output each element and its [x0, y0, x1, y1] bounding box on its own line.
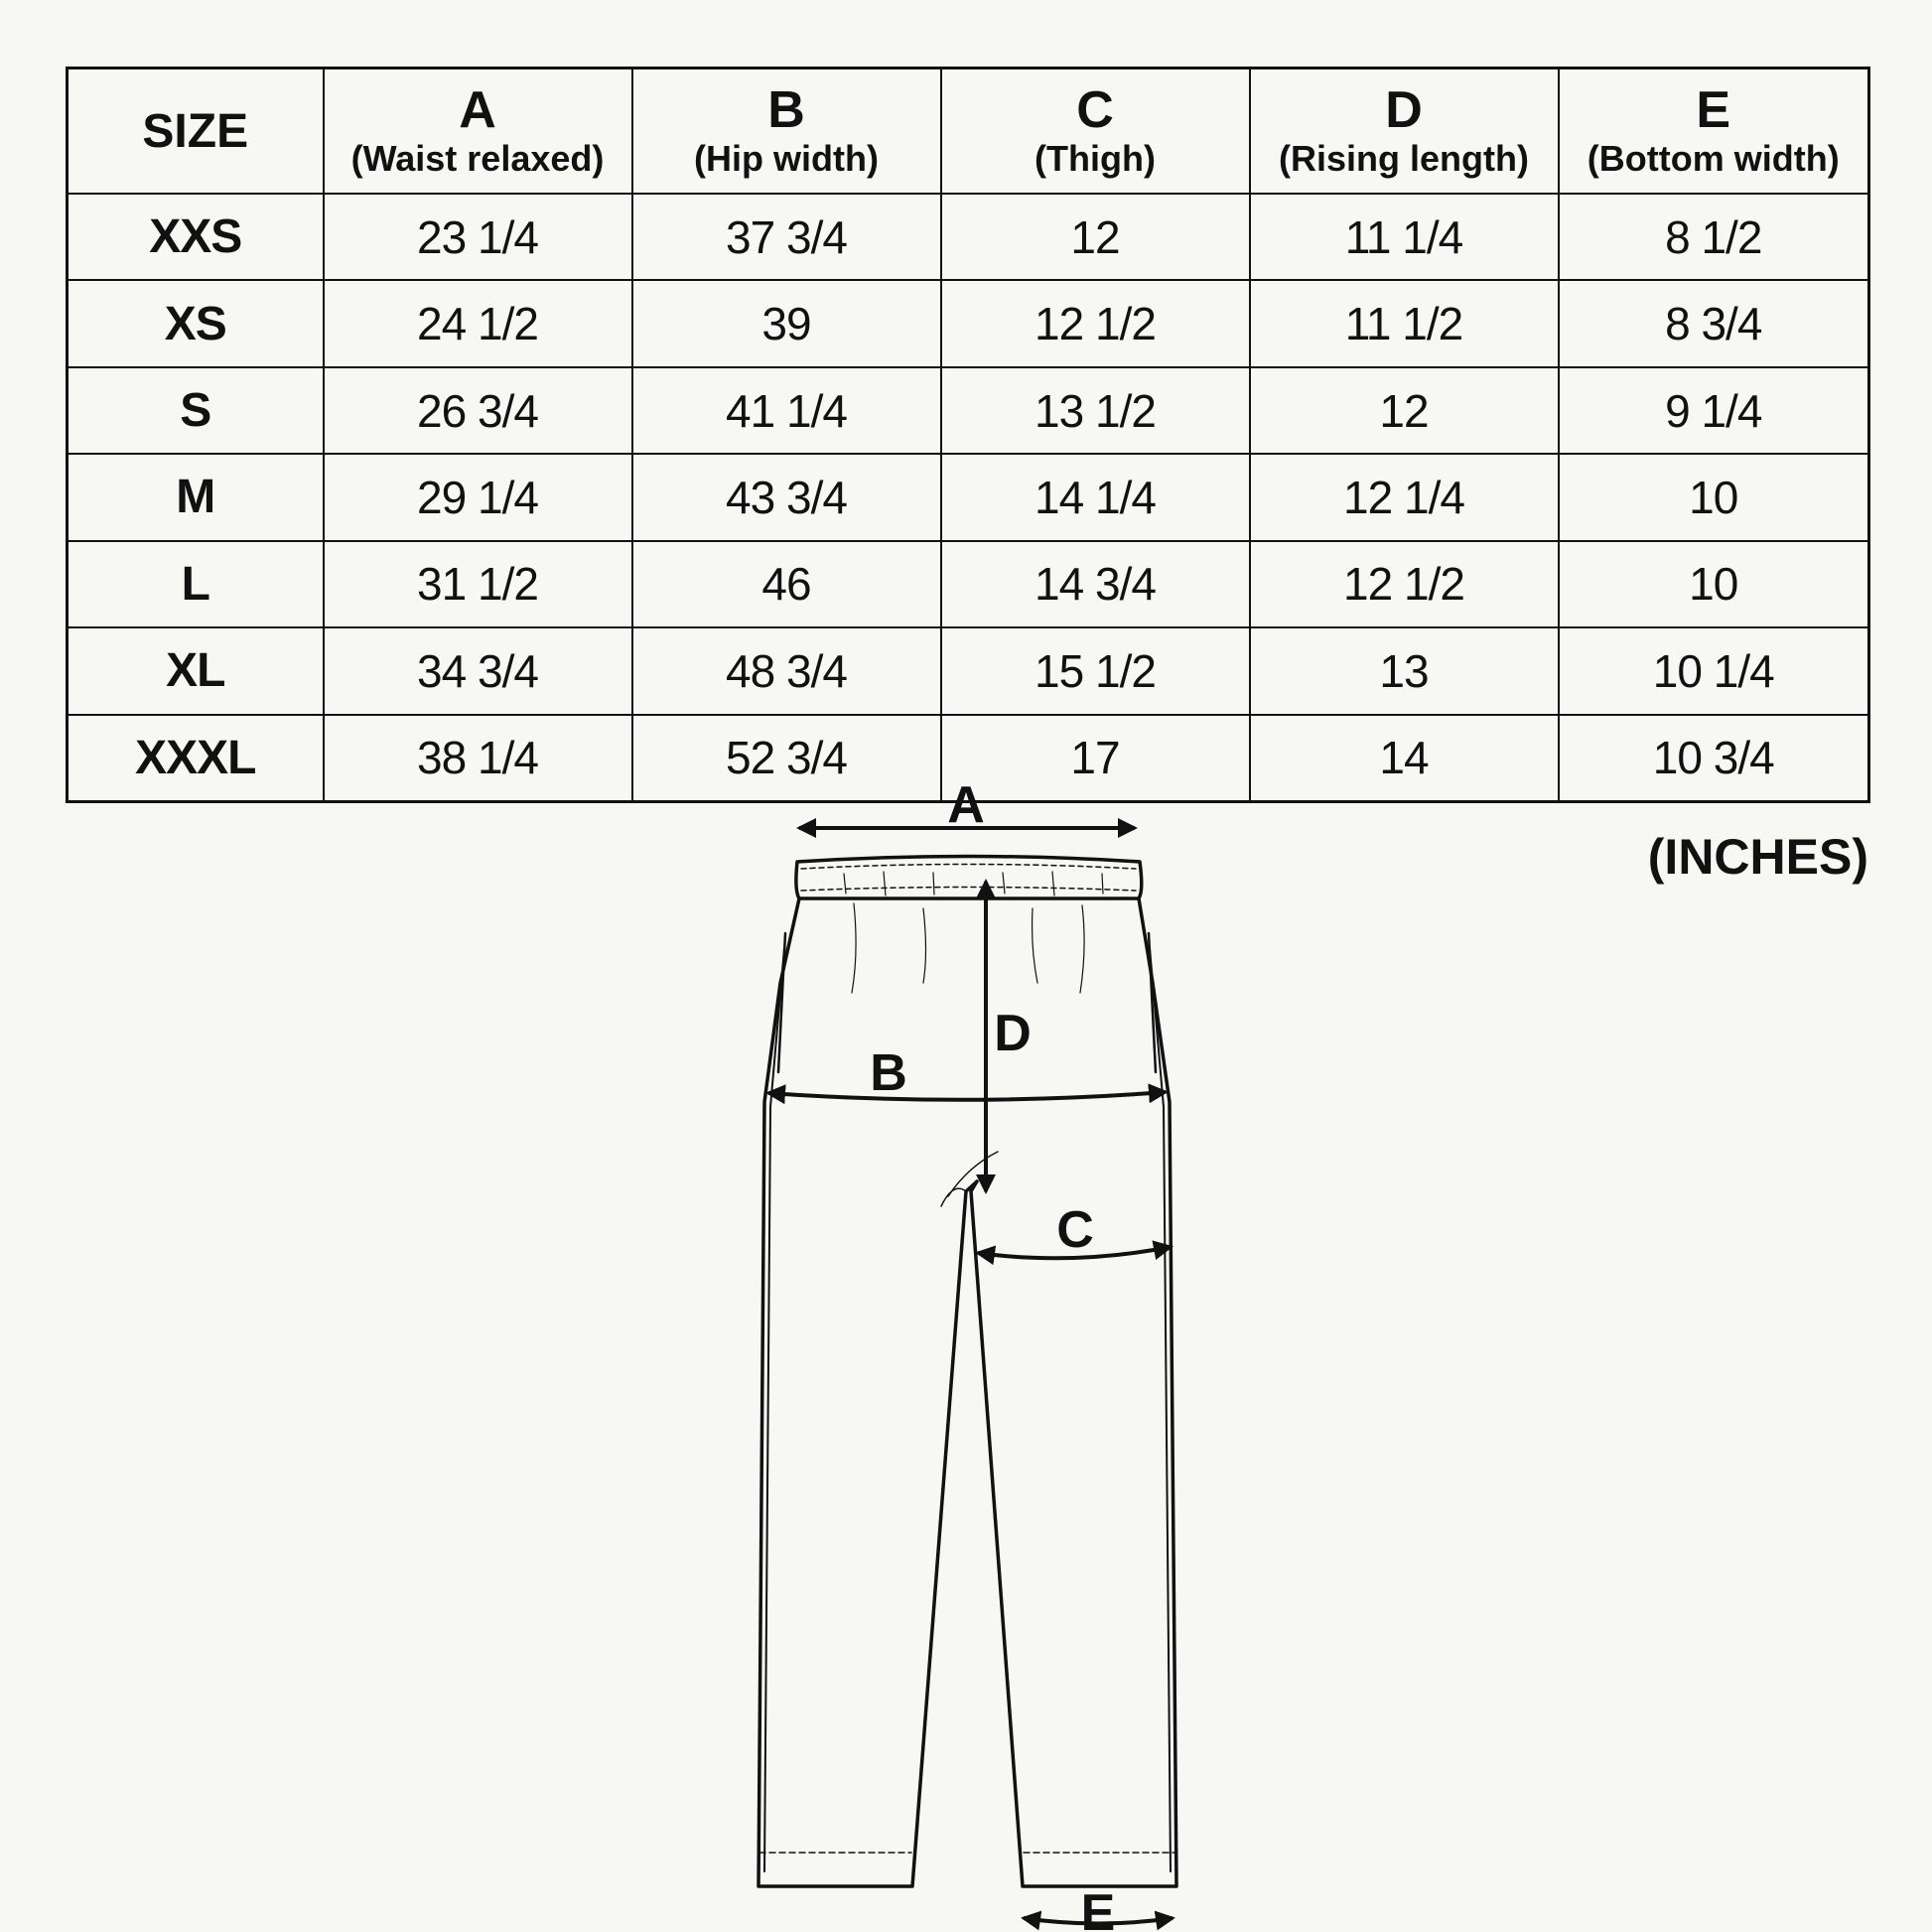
value-cell: 10 3/4: [1559, 715, 1869, 802]
value-cell: 14: [1250, 715, 1559, 802]
value-cell: 43 3/4: [632, 454, 941, 540]
size-cell: XXS: [68, 194, 324, 280]
value-cell: 37 3/4: [632, 194, 941, 280]
value-cell: 46: [632, 541, 941, 627]
value-cell: 12: [1250, 367, 1559, 454]
header-letter: E: [1696, 81, 1731, 139]
header-letter: A: [459, 81, 496, 139]
value-cell: 8 3/4: [1559, 280, 1869, 366]
value-cell: 24 1/2: [324, 280, 632, 366]
label-b: B: [870, 1044, 907, 1102]
value-cell: 15 1/2: [941, 627, 1250, 714]
value-cell: 10 1/4: [1559, 627, 1869, 714]
header-size: SIZE: [68, 69, 324, 195]
label-c: C: [1056, 1201, 1094, 1259]
value-cell: 13: [1250, 627, 1559, 714]
value-cell: 12 1/2: [1250, 541, 1559, 627]
size-cell: XXXL: [68, 715, 324, 802]
measurement-arrows: [768, 828, 1173, 1924]
value-cell: 14 3/4: [941, 541, 1250, 627]
label-e: E: [1080, 1884, 1116, 1932]
header-desc: (Bottom width): [1587, 138, 1840, 179]
value-cell: 8 1/2: [1559, 194, 1869, 280]
header-desc: (Thigh): [1035, 138, 1156, 179]
label-a: A: [947, 776, 985, 834]
measurement-labels: [870, 776, 1115, 1932]
value-cell: 52 3/4: [632, 715, 941, 802]
value-cell: 14 1/4: [941, 454, 1250, 540]
value-cell: 34 3/4: [324, 627, 632, 714]
size-cell: S: [68, 367, 324, 454]
header-desc: (Rising length): [1279, 138, 1529, 179]
value-cell: 23 1/4: [324, 194, 632, 280]
size-cell: XS: [68, 280, 324, 366]
value-cell: 41 1/4: [632, 367, 941, 454]
header-letter: C: [1076, 81, 1114, 139]
size-cell: L: [68, 541, 324, 627]
header-desc: (Waist relaxed): [350, 138, 605, 179]
arrow-b: [768, 1092, 1166, 1100]
units-label: (INCHES): [1647, 829, 1868, 885]
value-cell: 38 1/4: [324, 715, 632, 802]
label-d: D: [994, 1005, 1032, 1062]
header-letter: D: [1385, 81, 1423, 139]
value-cell: 29 1/4: [324, 454, 632, 540]
value-cell: 10: [1559, 541, 1869, 627]
size-cell: M: [68, 454, 324, 540]
value-cell: 10: [1559, 454, 1869, 540]
value-cell: 31 1/2: [324, 541, 632, 627]
value-cell: 39: [632, 280, 941, 366]
value-cell: 13 1/2: [941, 367, 1250, 454]
size-cell: XL: [68, 627, 324, 714]
pants-outline: [757, 857, 1176, 1932]
value-cell: 12 1/2: [941, 280, 1250, 366]
value-cell: 17: [941, 715, 1250, 802]
value-cell: 48 3/4: [632, 627, 941, 714]
header-desc: (Hip width): [694, 138, 879, 179]
value-cell: 11 1/2: [1250, 280, 1559, 366]
value-cell: 11 1/4: [1250, 194, 1559, 280]
header-letter: B: [767, 81, 805, 139]
value-cell: 12 1/4: [1250, 454, 1559, 540]
value-cell: 12: [941, 194, 1250, 280]
waistband: [796, 857, 1142, 899]
value-cell: 26 3/4: [324, 367, 632, 454]
value-cell: 9 1/4: [1559, 367, 1869, 454]
